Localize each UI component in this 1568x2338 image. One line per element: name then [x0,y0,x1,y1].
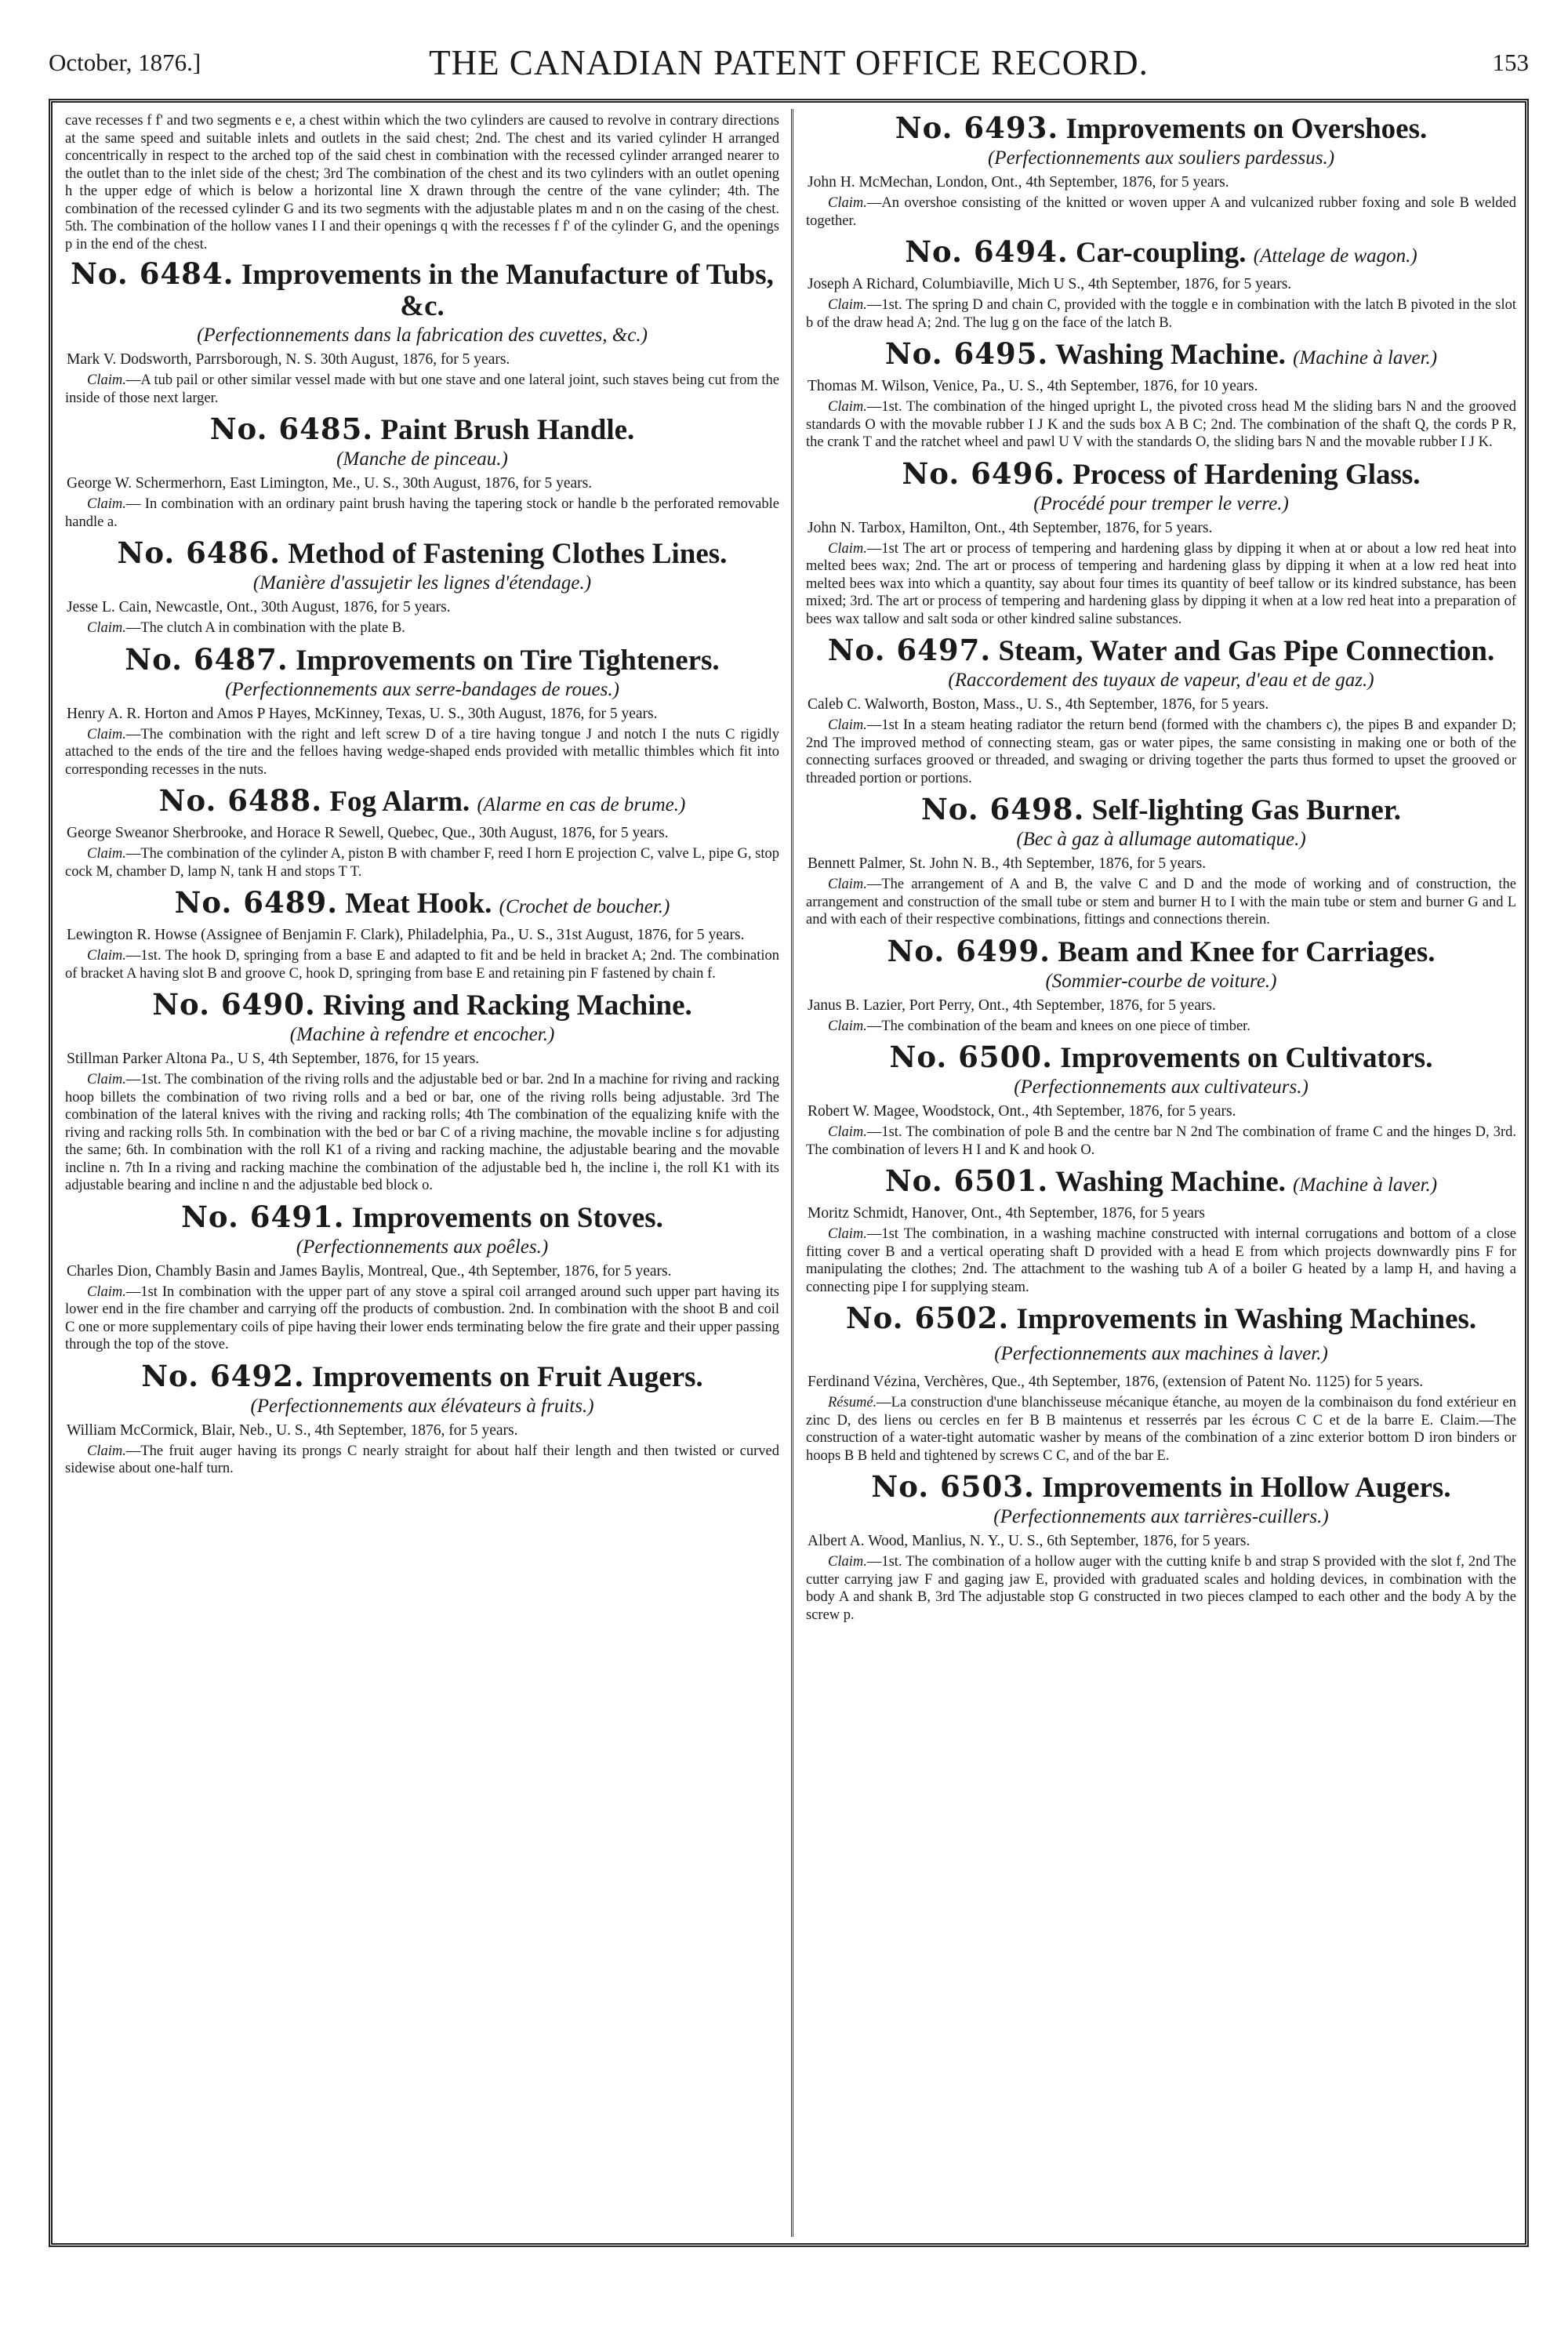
page-frame [49,99,1529,2247]
page-number: 153 [1492,49,1529,76]
patent-claim [806,194,1516,230]
patent-owner: Mark V. Dodsworth, Parrsborough, N. S. 30th August, 1876, for 5 years. [67,351,510,368]
patent-owner: John N. Tarbox, Hamilton, Ont., 4th September, 1876, for 5 years. [808,519,1213,536]
patent-title: Beam and Knee for Carriages. [1058,935,1436,968]
patent-heading [64,989,781,1022]
claim-text: —1st. The hook D, springing from a base E and adapted to fit and be held in bracket A; 2nd. The combination of bracket A having slot B and groove C, hook D, springing from base E and retaining pin F fastened by chain f. [65,948,779,982]
patent-claim [65,947,779,982]
patent-claim [65,619,779,637]
patent-number: No. 6500. [889,1040,1054,1074]
patent-entry [64,641,781,779]
patent-title: Car-coupling. [1075,237,1247,269]
patent-number: No. 6499. [887,933,1051,968]
patent-entry [804,1302,1518,1465]
patent-claim [65,372,779,407]
patent-owner: William McCormick, Blair, Neb., U. S., 4th September, 1876, for 5 years. [67,1421,518,1439]
patent-french-title: (Perfectionnements dans la fabrication des cuvettes, &c.) [197,325,648,346]
patent-title: Improvements on Fruit Augers. [311,1360,703,1393]
patent-heading [804,793,1518,826]
patent-heading [804,935,1518,968]
claim-text: —1st In a steam heating radiator the return bend (formed with the chambers c), the pipes B and expander D; 2nd The improved method of connecting steam, gas or water pipes, the same consisting in making one or both of the connecting surfaces grooved or threaded, and swaging or driving together the parts thus formed to upset the grooved or threaded portion or portions. [806,717,1516,786]
patent-claim [65,1283,779,1354]
claim-text: —A tub pail or other similar vessel made with but one stave and one lateral joint, such staves being cut from the inside of those next larger. [65,372,779,406]
claim-text: —1st The combination, in a washing machine constructed with internal corrugations and bottom of a close fitting cover B and a vertical operating shaft D provided with a head E from which projects downwardly pins F for manipulating the clothes; 2nd. The attachment to the washing tub A of a boiler G heated by a lamp H, and having a connecting pipe I for supplying steam. [806,1226,1516,1295]
patent-entry [64,989,781,1195]
patent-number: No. 6487. [125,641,289,677]
patent-french-title: (Raccordement des tuyaux de vapeur, d'eau et de gaz.) [948,670,1374,691]
patent-heading [804,1471,1518,1504]
claim-text: —1st The art or process of tempering and hardening glass by dipping it when at or about a low red heat into melted bees wax; 2nd. The art or process of tempering and hardening glass by dipping it when at a low red heat into melted bees wax into which a quantity, say about four times its quantity of beef tallow or its kindred substance, has been mixed; 3rd. The art or process of tempering and hardening glass by dipping it when at a low red heat into a preparation of bees wax tallow and salt soda or other kindred saline substances. [806,540,1516,627]
patent-number: No. 6501. [884,1164,1049,1198]
claim-text: —1st. The combination of the riving rolls and the adjustable bed or bar. 2nd In a machine for riving and racking hoop billets the combination of two riving rolls and a bed or bar, one of the riving rolls being adjustable. 3rd The combination of the lateral knives with the riving and racking rolls; 4th The combination of the equalizing knife with the riving and racking rolls 5th. In combination with the bed or bar C of a riving machine, the movable incline s for adjusting the same; 6th. In combination with the roll K1 of a riving and racking machine, the adjustable bearing and the movable incline n. 7th In a riving and racking machine the combination of the adjustable bed h, the incline i, the roll K1 with its adjustable bearing and incline n and the adjustable bed block o. [65,1072,779,1193]
claim-label: Claim. [828,540,867,557]
claim-label: Claim. [828,877,867,892]
patent-title: Improvements on Overshoes. [1065,113,1428,145]
patent-owner: Lewington R. Howse (Assignee of Benjamin F. Clark), Philadelphia, Pa., U. S., 31st August, 1876, for 5 years. [67,927,745,943]
patent-heading [804,338,1518,374]
patent-french-title: (Manche de pinceau.) [336,448,508,470]
patent-heading [804,112,1518,145]
patent-claim [806,540,1516,629]
patent-entry [804,1165,1518,1296]
patent-claim [65,845,779,880]
patent-number: No. 6488. [158,783,323,818]
patent-number: No. 6495. [884,336,1049,371]
patent-number: No. 6485. [209,412,374,446]
patent-claim [65,1071,779,1195]
patent-number: No. 6503. [871,1469,1035,1504]
patent-claim [806,1225,1516,1296]
claim-text: —An overshoe consisting of the knitted or woven upper A and vulcanized rubber foxing and sole B welded together. [806,195,1516,229]
patent-entry [804,458,1518,629]
claim-label: Claim. [828,1226,867,1242]
patent-french-title: (Perfectionnements aux poêles.) [296,1236,549,1258]
claim-label: Claim. [828,297,867,313]
claim-label: Claim. [87,726,126,742]
patent-number: No. 6497. [827,633,992,667]
patent-claim [806,1394,1516,1465]
patent-entry [804,1471,1518,1624]
claim-label: Claim. [87,496,126,512]
claim-text: —The arrangement of A and B, the valve C and D and the mode of working and of construction, the arrangement and construction of the small tube or stem and burner H to I with the main tube or stem and burner G and L and with each of their respective combinations, fittings and connections therein. [806,877,1516,928]
patent-heading [64,785,781,821]
patent-number: No. 6494. [905,234,1069,269]
patent-title: Washing Machine. [1054,1166,1286,1198]
patent-claim [806,1553,1516,1624]
patent-french-title: (Perfectionnements aux souliers pardessus.) [987,147,1335,169]
patent-french-inline-title: (Alarme en cas de brume.) [477,794,686,815]
page-footer [49,2258,1529,2274]
patent-entry [64,537,781,637]
patent-title: Improvements on Stoves. [351,1201,663,1234]
patent-owner: Henry A. R. Horton and Amos P Hayes, McKinney, Texas, U. S., 30th August, 1876, for 5 years. [67,705,658,722]
patent-owner: Janus B. Lazier, Port Perry, Ont., 4th September, 1876, for 5 years. [808,997,1216,1014]
issue-date: October, 1876.] [49,49,201,76]
patent-number: No. 6502. [845,1301,1010,1335]
patent-number: No. 6492. [141,1358,305,1393]
patent-title: Washing Machine. [1054,339,1286,371]
patent-french-title: (Bec à gaz à allumage automatique.) [1016,829,1306,850]
patent-number: No. 6490. [152,987,316,1022]
claim-label: Claim. [87,372,126,388]
patent-entry [64,413,781,531]
patent-french-title: (Perfectionnements aux serre-bandages de roues.) [225,678,619,700]
patent-title: Paint Brush Handle. [380,414,635,446]
patent-number: No. 6491. [181,1199,345,1234]
patent-owner: Robert W. Magee, Woodstock, Ont., 4th September, 1876, for 5 years. [808,1103,1236,1120]
claim-label: Claim. [87,846,126,862]
publication-title: THE CANADIAN PATENT OFFICE RECORD. [429,43,1149,82]
patent-french-inline-title: (Machine à laver.) [1293,347,1438,368]
claim-text: — In combination with an ordinary paint brush having the tapering stock or handle b the perforated removable handle a. [65,496,779,530]
patent-title: Steam, Water and Gas Pipe Connection. [998,635,1495,667]
patent-owner: Jesse L. Cain, Newcastle, Ont., 30th August, 1876, for 5 years. [67,599,451,615]
claim-text: —1st. The spring D and chain C, provided with the toggle e in combination with the latch B pivoted in the slot b of the draw head A; 2nd. The lug g on the face of the latch B. [806,297,1516,331]
patent-heading [804,1041,1518,1074]
patent-french-title: (Sommier-courbe de voiture.) [1045,970,1277,992]
claim-text: —La construction d'une blanchisseuse mécanique étanche, au moyen de la combinaison du fond extérieur en zinc D, des liens ou cercles en fer B B maintenus et resserrés par les écrous C C et de la barre E. Claim.—The construction of a water-tight automatic washer by means of the combination of a zinc exterior bottom D iron binders or hoops B B held and tightened by screws C C, and of the bar E. [806,1395,1516,1464]
patent-title: Improvements in Washing Machines. [1016,1303,1477,1335]
patent-heading [64,258,781,322]
patent-number: No. 6498. [920,792,1085,826]
patent-heading [804,1165,1518,1201]
patent-owner: John H. McMechan, London, Ont., 4th September, 1876, for 5 years. [808,174,1229,191]
patent-heading [804,458,1518,491]
claim-text: —The combination of the cylinder A, piston B with chamber F, reed I horn E projection C, valve L, pipe G, stop cock M, chamber D, lamp N, tank H and stops T T. [65,846,779,880]
patent-claim [806,1124,1516,1159]
patent-title: Improvements on Tire Tighteners. [296,644,720,677]
patent-french-title: (Perfectionnements aux élévateurs à fruits.) [250,1395,594,1417]
patent-title: Method of Fastening Clothes Lines. [288,538,728,570]
left-column [64,112,781,2234]
patent-title: Improvements on Cultivators. [1060,1042,1433,1074]
patent-owner: Caleb C. Walworth, Boston, Mass., U. S., 4th September, 1876, for 5 years. [808,696,1269,713]
patent-french-title: (Machine à refendre et encocher.) [289,1024,555,1045]
patent-entry [804,634,1518,787]
claim-label: Résumé. [828,1395,877,1410]
patent-claim [65,1443,779,1478]
patent-entry [64,258,781,407]
patent-french-inline-title: (Machine à laver.) [1293,1174,1438,1196]
right-column [804,112,1518,2234]
patent-heading [804,634,1518,667]
patent-french-inline-title: (Crochet de boucher.) [499,896,670,917]
claim-text: —1st In combination with the upper part of any stove a spiral coil arranged around such upper part having its lower end in the fire chamber and carrying off the products of combustion. 2nd. In combination with the shoot B and coil C one or more supplementary coils of pipe having their lower ends terminating below the fire grate and their upper passing through the top of the stove. [65,1283,779,1352]
claim-label: Claim. [87,1443,126,1459]
patent-owner: Charles Dion, Chambly Basin and James Baylis, Montreal, Que., 4th September, 1876, for 5 years. [67,1262,672,1280]
patent-entry [804,793,1518,929]
patent-entry [804,1041,1518,1159]
patent-entry [804,236,1518,332]
claim-label: Claim. [828,1554,867,1570]
patent-entry [804,112,1518,230]
patent-heading [64,887,781,923]
page-header [49,41,1529,85]
patent-owner: Thomas M. Wilson, Venice, Pa., U. S., 4th September, 1876, for 10 years. [808,378,1258,394]
column-divider [791,109,793,2237]
patent-entry [804,935,1518,1036]
patent-french-title: (Perfectionnements aux cultivateurs.) [1014,1076,1308,1098]
patent-heading [64,641,781,677]
patent-heading [64,1201,781,1234]
patent-claim [65,726,779,779]
patent-owner: Moritz Schmidt, Hanover, Ont., 4th September, 1876, for 5 years [808,1205,1205,1222]
patent-title: Riving and Racking Machine. [322,989,692,1022]
claim-text: —1st. The combination of pole B and the centre bar N 2nd The combination of frame C and the hinges D, 3rd. The combination of levers H I and K and hook O. [806,1124,1516,1158]
claim-label: Claim. [87,1283,126,1300]
claim-text: —The combination of the beam and knees on one piece of timber. [866,1018,1250,1034]
patent-entry [64,887,781,982]
patent-title: Improvements in the Manufacture of Tubs, &c. [241,259,774,322]
patent-claim [65,496,779,531]
claim-label: Claim. [87,948,126,964]
patent-claim [806,296,1516,332]
patent-french-title: (Perfectionnements aux tarrières-cuillers.) [993,1506,1329,1527]
patent-title: Fog Alarm. [329,786,470,818]
claim-label: Claim. [828,717,867,733]
patent-heading [64,1360,781,1393]
claim-text: —The clutch A in combination with the plate B. [125,620,405,636]
claim-text: —1st. The combination of a hollow auger with the cutting knife b and strap S provided with the slot f, 2nd The cutter carrying jaw F and gaging jaw E, provided with graduated scales and holding devices, in combination with the body A and shank B, 3rd The adjustable stop G constructed in two pieces clamped to each other and the body A by the screw p. [806,1554,1516,1623]
patent-claim [806,398,1516,452]
patent-heading [64,413,781,446]
continued-claim-text: cave recesses f f' and two segments e e, a chest within which the two cylinders are caused to revolve in contrary directions at the same speed and suitable inlets and outlets in the said chest; 2nd. The chest and its varied cylinder H arranged concentrically in respect to the arched top of the said chest in combination with the recessed cylinder arranged nearer to the outlet than to the inlet side of the chest; 3rd The combination of the chest and its two cylinders with an outlet opening h the upper edge of which is below a horizontal line X drawn through the centre of the vane cylinder; 4th. The combination of the recessed cylinder G and its two segments with the adjustable plates m and n on the casing of the chest. 5th. The combination of the hollow vanes I I and their openings q with the recesses f f' of the cylinder G, and the openings p in the end of the chest. [65,113,779,252]
patent-title: Improvements in Hollow Augers. [1042,1472,1451,1504]
patent-entry [64,1201,781,1354]
patent-title: Self-lighting Gas Burner. [1091,794,1402,826]
patent-claim [806,717,1516,787]
claim-label: Claim. [828,399,867,415]
patent-heading [804,1302,1518,1370]
claim-text: —The combination with the right and left screw D of a tire having tongue J and notch I the nuts C rigidly attached to the ends of the tire and the felloes having wedge-shaped ends provided with metallic thimbles which fit into corresponding recesses in the nuts. [65,726,779,778]
patent-owner: Joseph A Richard, Columbiaville, Mich U S., 4th September, 1876, for 5 years. [808,276,1292,292]
patent-entry [64,785,781,880]
right-patent-list [804,112,1518,1624]
patent-number: No. 6489. [174,885,339,920]
patent-claim [806,876,1516,929]
patent-number: No. 6493. [895,112,1059,145]
patent-owner: George W. Schermerhorn, East Limington, Me., U. S., 30th August, 1876, for 5 years. [67,475,593,492]
patent-french-inline-title: (Attelage de wagon.) [1253,245,1417,267]
patent-title: Process of Hardening Glass. [1073,458,1421,491]
patent-french-title: (Manière d'assujetir les lignes d'étendage.) [252,572,592,594]
patent-title: Meat Hook. [345,888,492,920]
left-patent-list [64,258,781,1478]
patent-entry [804,338,1518,452]
patent-french-title: (Procédé pour tremper le verre.) [1033,492,1289,514]
claim-label: Claim. [828,1018,867,1034]
patent-heading [64,537,781,570]
patent-heading [804,236,1518,272]
claim-label: Claim. [87,1072,126,1087]
patent-number: No. 6496. [902,456,1065,491]
patent-owner: Ferdinand Vézina, Verchères, Que., 4th September, 1876, (extension of Patent No. 1125) for 5 years. [808,1374,1424,1390]
patent-owner: George Sweanor Sherbrooke, and Horace R Sewell, Quebec, Que., 30th August, 1876, for 5 years. [67,825,669,841]
claim-label: Claim. [828,195,867,211]
patent-owner: Stillman Parker Altona Pa., U S, 4th September, 1876, for 15 years. [67,1051,480,1067]
patent-owner: Bennett Palmer, St. John N. B., 4th September, 1876, for 5 years. [808,855,1207,872]
patent-claim [806,1018,1516,1036]
patent-number: No. 6484. [71,256,234,291]
claim-label: Claim. [828,1124,867,1140]
claim-text: —1st. The combination of the hinged upright L, the pivoted cross head M the sliding bars N and the grooved standards O with the movable rubber I J K and the suds box A B C; 2nd. The combination of the shaft Q, the cords P R, the crank T and the ratchet wheel and pawl U V with the standards O, the sliding bars N and the movable rubber I J K. [806,399,1516,450]
claim-text: —The fruit auger having its prongs C nearly straight for about half their length and then twisted or curved sidewise about one-half turn. [65,1443,779,1476]
patent-french-inline-title: (Perfectionnements aux machines à laver.) [994,1343,1328,1364]
patent-owner: Albert A. Wood, Manlius, N. Y., U. S., 6th September, 1876, for 5 years. [808,1533,1250,1549]
patent-entry [64,1360,781,1478]
patent-number: No. 6486. [117,535,281,570]
claim-label: Claim. [87,620,126,636]
